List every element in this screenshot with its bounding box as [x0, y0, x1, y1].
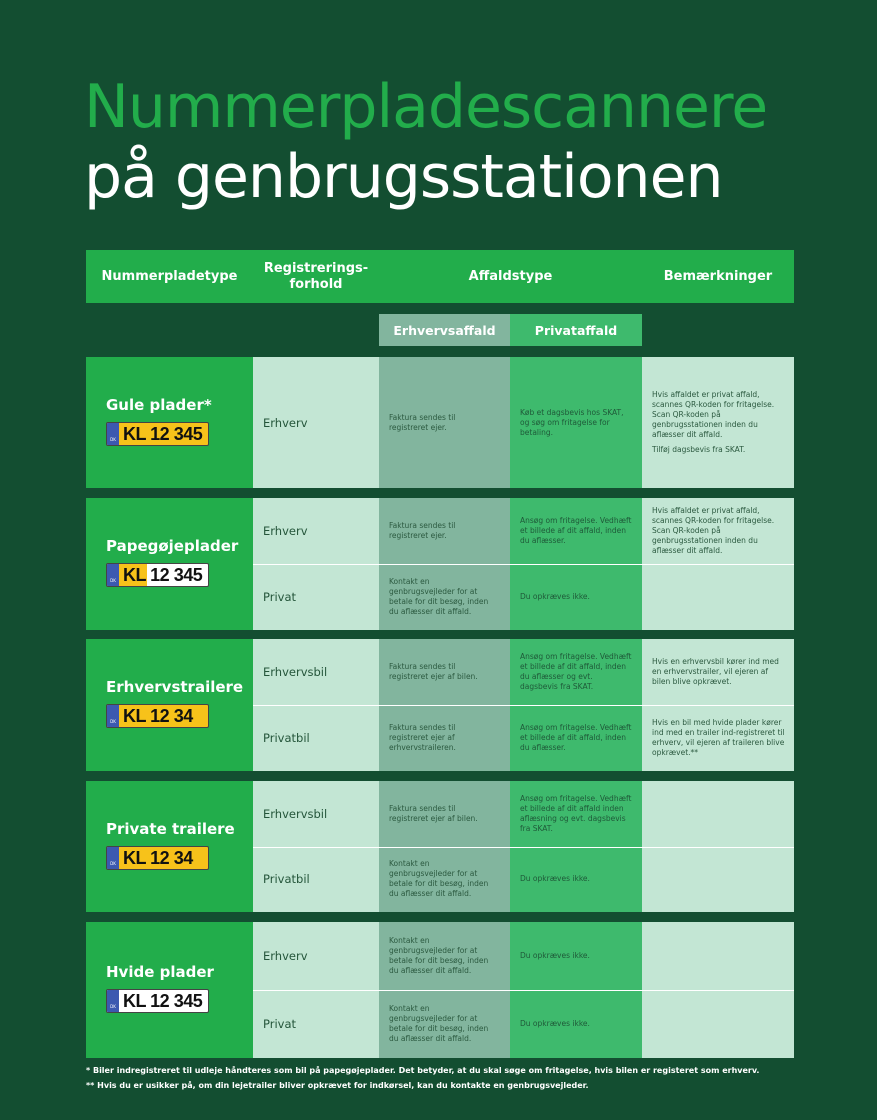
private-waste-cell: Ansøg om fritagelse. Vedhæft et billede af dit affald, inden du aflæsser og evt. dagsbevis fra SKAT.	[510, 639, 642, 705]
registration-cell: Erhvervsbil	[253, 639, 379, 705]
eu-flag-icon: DK	[107, 990, 119, 1012]
eu-flag-icon: DK	[107, 847, 119, 869]
plate-type-cell	[86, 498, 253, 630]
license-plate	[106, 422, 209, 446]
registration-cell: Privat	[253, 990, 379, 1058]
plate-type-cell	[86, 922, 253, 1058]
header-registration: Registrerings- forhold	[263, 260, 369, 292]
subheader-private-waste: Privataffald	[510, 314, 642, 346]
registration-cell: Privatbil	[253, 705, 379, 771]
private-waste-cell: Du opkræves ikke.	[510, 990, 642, 1058]
business-waste-cell: Faktura sendes til registreret ejer af erhvervstraileren.	[379, 705, 510, 771]
plate-number: KL 12 34	[123, 706, 193, 726]
business-waste-cell: Faktura sendes til registreret ejer.	[379, 498, 510, 564]
license-plate	[106, 989, 209, 1013]
remarks-cell	[642, 781, 794, 847]
eu-flag-icon: DK	[107, 423, 119, 445]
registration-cell: Erhverv	[253, 922, 379, 990]
plate-group	[86, 357, 794, 488]
license-plate	[106, 704, 209, 728]
business-waste-cell: Faktura sendes til registreret ejer af bilen.	[379, 781, 510, 847]
plate-group	[86, 498, 794, 630]
plate-number: KL 12 345	[123, 991, 203, 1011]
row-divider	[253, 564, 794, 565]
business-waste-cell: Kontakt en genbrugsvejleder for at betale for dit besøg, inden du aflæsser dit affald.	[379, 564, 510, 630]
row-divider	[253, 705, 794, 706]
title-line-2: på genbrugsstationen	[84, 142, 723, 212]
footnote-2: ** Hvis du er usikker på, om din lejetrailer bliver opkrævet for indkørsel, kan du kontakte en genbrugsvejleder.	[86, 1081, 589, 1090]
plate-group	[86, 922, 794, 1058]
business-waste-cell: Faktura sendes til registreret ejer af bilen.	[379, 639, 510, 705]
plate-type-name: Private trailere	[106, 819, 235, 838]
eu-flag-icon: DK	[107, 705, 119, 727]
header-plate-type: Nummerpladetype	[101, 268, 238, 284]
plate-type-name: Gule plader*	[106, 395, 212, 414]
plate-type-cell	[86, 639, 253, 771]
registration-cell: Erhverv	[253, 498, 379, 564]
remarks-cell	[642, 990, 794, 1058]
license-plate	[106, 846, 209, 870]
plate-type-name: Papegøjeplader	[106, 537, 239, 555]
remarks-cell	[642, 847, 794, 913]
private-waste-cell: Du opkræves ikke.	[510, 564, 642, 630]
registration-cell: Erhvervsbil	[253, 781, 379, 847]
remarks-cell: Hvis en bil med hvide plader kører ind med en trailer ind-registreret til erhverv, vil ejeren af traileren blive opkrævet.**	[642, 705, 794, 771]
business-waste-cell: Kontakt en genbrugsvejleder for at betale for dit besøg, inden du aflæsser dit affald.	[379, 847, 510, 913]
registration-cell: Erhverv	[253, 357, 379, 488]
private-waste-cell: Køb et dagsbevis hos SKAT, og søg om fritagelse for betaling.	[510, 357, 642, 488]
plate-number: KL 12 345	[123, 565, 203, 585]
plate-group	[86, 781, 794, 912]
header-remarks: Bemærkninger	[663, 268, 773, 284]
title-line-1: Nummerpladescannere	[84, 72, 768, 142]
footnote-1: * Biler indregistreret til udleje håndteres som bil på papegøjeplader. Det betyder, at du skal søge om fritagelse, hvis bilen er registeret som erhverv.	[86, 1066, 760, 1075]
private-waste-cell: Ansøg om fritagelse. Vedhæft et billede af dit affald inden aflæsning og evt. dagsbevis fra SKAT.	[510, 781, 642, 847]
plate-group	[86, 639, 794, 771]
row-divider	[253, 990, 794, 991]
plate-type-cell	[86, 781, 253, 912]
business-waste-cell: Kontakt en genbrugsvejleder for at betale for dit besøg, inden du aflæsser dit affald.	[379, 990, 510, 1058]
private-waste-cell: Ansøg om fritagelse. Vedhæft et billede af dit affald, inden du aflæsser.	[510, 498, 642, 564]
eu-flag-icon: DK	[107, 564, 119, 586]
subheader-business-waste: Erhvervsaffald	[379, 314, 510, 346]
remarks-cell: Hvis en erhvervsbil kører ind med en erhvervstrailer, vil ejeren af bilen blive opkrævet.	[642, 639, 794, 705]
remarks-cell: Hvis affaldet er privat affald, scannes QR-koden for fritagelse. Scan QR-koden på genbrugsstationen inden du aflæsser dit affald.	[642, 498, 794, 564]
plate-number: KL 12 345	[123, 423, 203, 444]
row-divider	[253, 847, 794, 848]
remarks-cell	[642, 564, 794, 630]
private-waste-cell: Ansøg om fritagelse. Vedhæft et billede af dit affald, inden du aflæsser.	[510, 705, 642, 771]
remark-text: Tilføj dagsbevis fra SKAT.	[652, 445, 746, 454]
remark-text: Hvis affaldet er privat affald, scannes QR-koden for fritagelse. Scan QR-koden på genbrugsstationen inden du aflæsser dit affald.	[652, 390, 775, 439]
table-header	[86, 250, 794, 303]
registration-cell: Privat	[253, 564, 379, 630]
business-waste-cell: Kontakt en genbrugsvejleder for at betale for dit besøg, inden du aflæsser dit affald.	[379, 922, 510, 990]
remarks-cell	[642, 922, 794, 990]
private-waste-cell: Du opkræves ikke.	[510, 847, 642, 913]
plate-type-cell	[86, 357, 253, 488]
header-waste-type: Affaldstype	[468, 268, 553, 284]
remarks-cell	[642, 357, 794, 488]
plate-type-name: Erhvervstrailere	[106, 678, 244, 696]
private-waste-cell: Du opkræves ikke.	[510, 922, 642, 990]
plate-number: KL 12 34	[123, 847, 193, 868]
license-plate	[106, 563, 209, 587]
registration-cell: Privatbil	[253, 847, 379, 913]
business-waste-cell: Faktura sendes til registreret ejer.	[379, 357, 510, 488]
plate-type-name: Hvide plader	[106, 963, 214, 981]
